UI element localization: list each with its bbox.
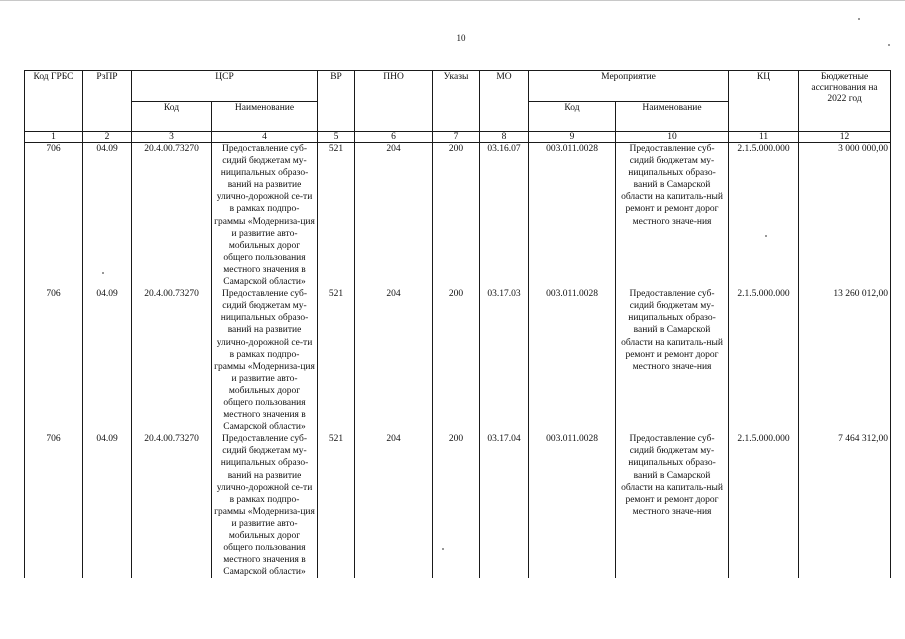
- cell-csr-name: Предоставление суб-сидий бюджетам му-ниципальных образо-ваний на развитие улично-дорожной се-ти в рамках подпро-граммы «Модерниза-ция и развитие авто-мобильных дорог общего пользования местного значения в Самарской области»: [212, 288, 318, 433]
- cell-rzpr: 04.09: [83, 288, 132, 433]
- cell-csr-name: Предоставление суб-сидий бюджетам му-ниципальных образо-ваний на развитие улично-дорожной се-ти в рамках подпро-граммы «Модерниза-ция и развитие авто-мобильных дорог общего пользования местного значения в Самарской области»: [212, 433, 318, 578]
- cell-amount: 13 260 012,00: [799, 288, 891, 433]
- header-csr: ЦСР: [132, 71, 318, 102]
- header-ukazy: Указы: [433, 71, 480, 132]
- cell-pno: 204: [355, 288, 433, 433]
- cell-csr-kod: 20.4.00.73270: [132, 288, 212, 433]
- table-row: [25, 433, 891, 578]
- cell-csr-kod: 20.4.00.73270: [132, 433, 212, 578]
- column-number: 6: [355, 132, 433, 143]
- column-number: 5: [318, 132, 355, 143]
- cell-mer-name: Предоставление суб-сидий бюджетам му-ниципальных образо-ваний в Самарской области на капиталь-ный ремонт и ремонт дорог местного значе-ния: [616, 433, 729, 578]
- cell-mer-kod: 003.011.0028: [529, 288, 616, 433]
- cell-kc: 2.1.5.000.000: [729, 288, 799, 433]
- cell-amount: 3 000 000,00: [799, 143, 891, 289]
- cell-vr: 521: [318, 433, 355, 578]
- column-number: 9: [529, 132, 616, 143]
- column-number: 12: [799, 132, 891, 143]
- scan-speck: [765, 235, 767, 237]
- header-pno: ПНО: [355, 71, 433, 132]
- cell-csr-kod: 20.4.00.73270: [132, 143, 212, 289]
- column-number: 2: [83, 132, 132, 143]
- header-kc: КЦ: [729, 71, 799, 132]
- cell-rzpr: 04.09: [83, 143, 132, 289]
- page-number: 10: [456, 33, 466, 43]
- header-vr: ВР: [318, 71, 355, 132]
- cell-kc: 2.1.5.000.000: [729, 433, 799, 578]
- header-mer-name: Наименование: [616, 102, 729, 132]
- cell-vr: 521: [318, 143, 355, 289]
- cell-csr-name: Предоставление суб-сидий бюджетам му-ниципальных образо-ваний на развитие улично-дорожной се-ти в рамках подпро-граммы «Модерниза-ция и развитие авто-мобильных дорог общего пользования местного значения в Самарской области»: [212, 143, 318, 289]
- header-csr-kod: Код: [132, 102, 212, 132]
- scan-speck: [102, 272, 104, 274]
- budget-table: [24, 70, 891, 578]
- cell-pno: 204: [355, 433, 433, 578]
- column-number: 3: [132, 132, 212, 143]
- cell-kc: 2.1.5.000.000: [729, 143, 799, 289]
- cell-vr: 521: [318, 288, 355, 433]
- column-number: 4: [212, 132, 318, 143]
- header-kod-grbs: Код ГРБС: [25, 71, 83, 132]
- cell-mo: 03.16.07: [480, 143, 529, 289]
- cell-grbs: 706: [25, 288, 83, 433]
- cell-mo: 03.17.04: [480, 433, 529, 578]
- cell-mer-kod: 003.011.0028: [529, 433, 616, 578]
- header-mo: МО: [480, 71, 529, 132]
- cell-pno: 204: [355, 143, 433, 289]
- column-number: 7: [433, 132, 480, 143]
- cell-ukazy: 200: [433, 433, 480, 578]
- scan-speck: [442, 548, 444, 550]
- header-csr-name: Наименование: [212, 102, 318, 132]
- column-number: 10: [616, 132, 729, 143]
- column-number: 1: [25, 132, 83, 143]
- column-number: 8: [480, 132, 529, 143]
- cell-ukazy: 200: [433, 143, 480, 289]
- cell-ukazy: 200: [433, 288, 480, 433]
- header-rzpr: РзПР: [83, 71, 132, 132]
- cell-mer-name: Предоставление суб-сидий бюджетам му-ниципальных образо-ваний в Самарской области на капиталь-ный ремонт и ремонт дорог местного значе-ния: [616, 143, 729, 289]
- header-budget: Бюджетные ассигнования на 2022 год: [799, 71, 891, 132]
- cell-grbs: 706: [25, 143, 83, 289]
- scan-speck: [888, 44, 890, 46]
- cell-grbs: 706: [25, 433, 83, 578]
- header-meropriyatie: Мероприятие: [529, 71, 729, 102]
- header-row: [25, 71, 891, 102]
- scan-speck: [858, 18, 860, 20]
- header-mer-kod: Код: [529, 102, 616, 132]
- cell-mo: 03.17.03: [480, 288, 529, 433]
- cell-rzpr: 04.09: [83, 433, 132, 578]
- table-row: [25, 288, 891, 433]
- cell-amount: 7 464 312,00: [799, 433, 891, 578]
- page-top-border: [0, 0, 905, 1]
- column-number: 11: [729, 132, 799, 143]
- column-number-row: [25, 132, 891, 143]
- table-row: [25, 143, 891, 289]
- cell-mer-name: Предоставление суб-сидий бюджетам му-ниципальных образо-ваний в Самарской области на капиталь-ный ремонт и ремонт дорог местного значе-ния: [616, 288, 729, 433]
- cell-mer-kod: 003.011.0028: [529, 143, 616, 289]
